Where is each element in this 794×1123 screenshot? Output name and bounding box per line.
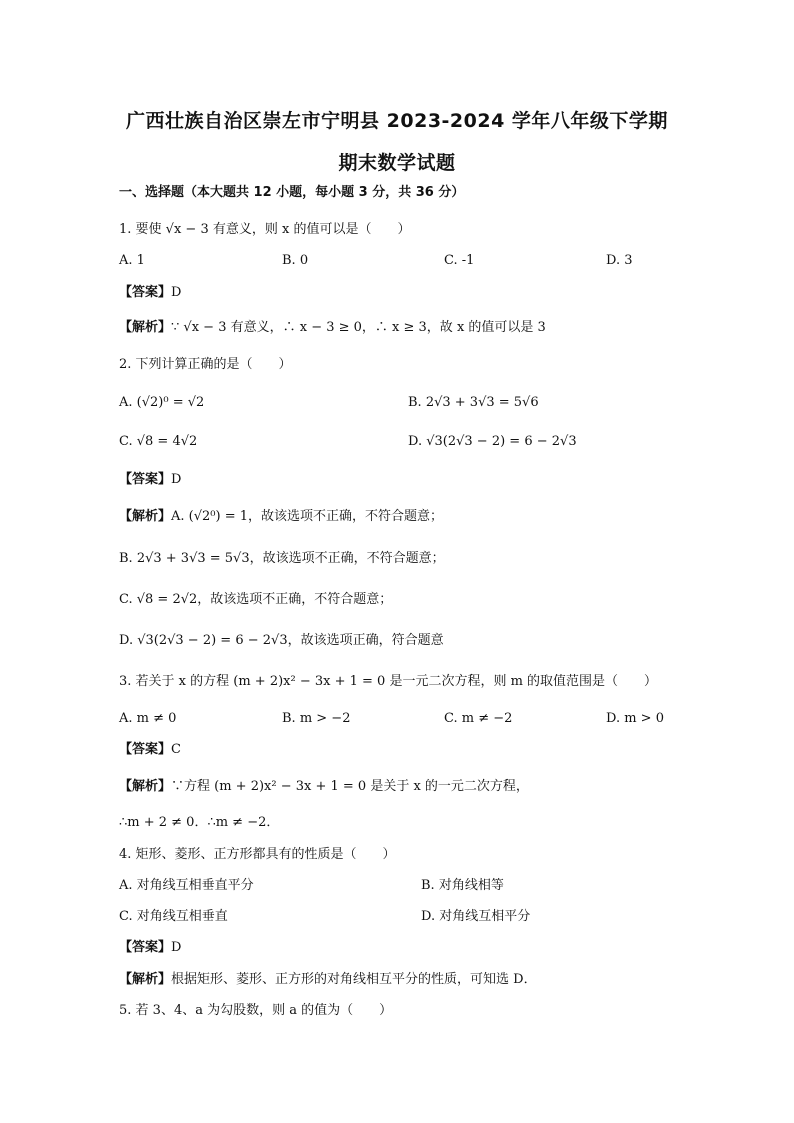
answer-value: D bbox=[171, 285, 182, 300]
q1-answer bbox=[119, 283, 181, 303]
q3-option-a: A. m ≠ 0 bbox=[119, 711, 177, 726]
q2-analysis-d: D. √3(2√3 − 2) = 6 − 2√3，故该选项正确，符合题意 bbox=[119, 633, 444, 648]
q2-analysis-a bbox=[119, 507, 443, 527]
q3-analysis-2: ∴m + 2 ≠ 0．∴m ≠ −2． bbox=[119, 815, 280, 830]
q3-option-b: B. m > −2 bbox=[282, 711, 351, 726]
q3-option-d: D. m > 0 bbox=[606, 711, 664, 726]
doc-title-line2: 期末数学试题 bbox=[338, 152, 456, 174]
analysis-text: A. (√2⁰) = 1，故该选项不正确，不符合题意； bbox=[171, 509, 444, 524]
q4-answer bbox=[119, 938, 181, 958]
question-4-stem: 4. 矩形、菱形、正方形都具有的性质是（ ） bbox=[119, 847, 396, 862]
analysis-text: ∵方程 (m + 2)x² − 3x + 1 = 0 是关于 x 的一元二次方程， bbox=[171, 779, 529, 794]
q3-analysis-1 bbox=[119, 777, 529, 797]
analysis-text: ∵ √x − 3 有意义，∴ x − 3 ≥ 0，∴ x ≥ 3，故 x 的值可以是 3 bbox=[171, 320, 546, 335]
q1-option-b: B. 0 bbox=[282, 253, 309, 268]
answer-label: 【答案】 bbox=[119, 742, 172, 757]
q2-option-d: D. √3(2√3 − 2) = 6 − 2√3 bbox=[408, 434, 577, 449]
q1-analysis bbox=[119, 318, 546, 338]
question-3-stem: 3. 若关于 x 的方程 (m + 2)x² − 3x + 1 = 0 是一元二次方程，则 m 的取值范围是（ ） bbox=[119, 674, 658, 689]
q1-option-a: A. 1 bbox=[119, 253, 145, 268]
question-1-stem: 1. 要使 √x − 3 有意义，则 x 的值可以是（ ） bbox=[119, 222, 411, 237]
q2-answer bbox=[119, 470, 181, 490]
q2-analysis-c: C. √8 = 2√2，故该选项不正确，不符合题意； bbox=[119, 592, 393, 607]
doc-title-line1: 广西壮族自治区崇左市宁明县 2023-2024 学年八年级下学期 bbox=[126, 110, 668, 132]
q2-option-b: B. 2√3 + 3√3 = 5√6 bbox=[408, 395, 539, 410]
q3-option-c: C. m ≠ −2 bbox=[444, 711, 513, 726]
q4-option-d: D. 对角线互相平分 bbox=[421, 909, 531, 924]
question-2-stem: 2. 下列计算正确的是（ ） bbox=[119, 357, 292, 372]
answer-value: D bbox=[171, 472, 182, 487]
q2-option-c: C. √8 = 4√2 bbox=[119, 434, 198, 449]
question-5-stem: 5. 若 3、4、a 为勾股数，则 a 的值为（ ） bbox=[119, 1003, 393, 1018]
analysis-text: 根据矩形、菱形、正方形的对角线相互平分的性质，可知选 D． bbox=[171, 972, 537, 987]
answer-value: D bbox=[171, 940, 182, 955]
analysis-label: 【解析】 bbox=[119, 320, 172, 335]
q4-analysis bbox=[119, 970, 537, 990]
answer-value: C bbox=[171, 742, 181, 757]
q3-answer bbox=[119, 740, 181, 760]
section-heading: 一、选择题（本大题共 12 小题，每小题 3 分，共 36 分） bbox=[119, 185, 465, 200]
answer-label: 【答案】 bbox=[119, 285, 172, 300]
q2-option-a: A. (√2)⁰ = √2 bbox=[119, 395, 205, 410]
q1-option-c: C. -1 bbox=[444, 253, 475, 268]
q4-option-c: C. 对角线互相垂直 bbox=[119, 909, 228, 924]
q1-option-d: D. 3 bbox=[606, 253, 633, 268]
q4-option-b: B. 对角线相等 bbox=[421, 878, 504, 893]
analysis-label: 【解析】 bbox=[119, 509, 172, 524]
analysis-label: 【解析】 bbox=[119, 779, 172, 794]
analysis-label: 【解析】 bbox=[119, 972, 172, 987]
q4-option-a: A. 对角线互相垂直平分 bbox=[119, 878, 254, 893]
q2-analysis-b: B. 2√3 + 3√3 = 5√3，故该选项不正确，不符合题意； bbox=[119, 551, 445, 566]
answer-label: 【答案】 bbox=[119, 940, 172, 955]
answer-label: 【答案】 bbox=[119, 472, 172, 487]
